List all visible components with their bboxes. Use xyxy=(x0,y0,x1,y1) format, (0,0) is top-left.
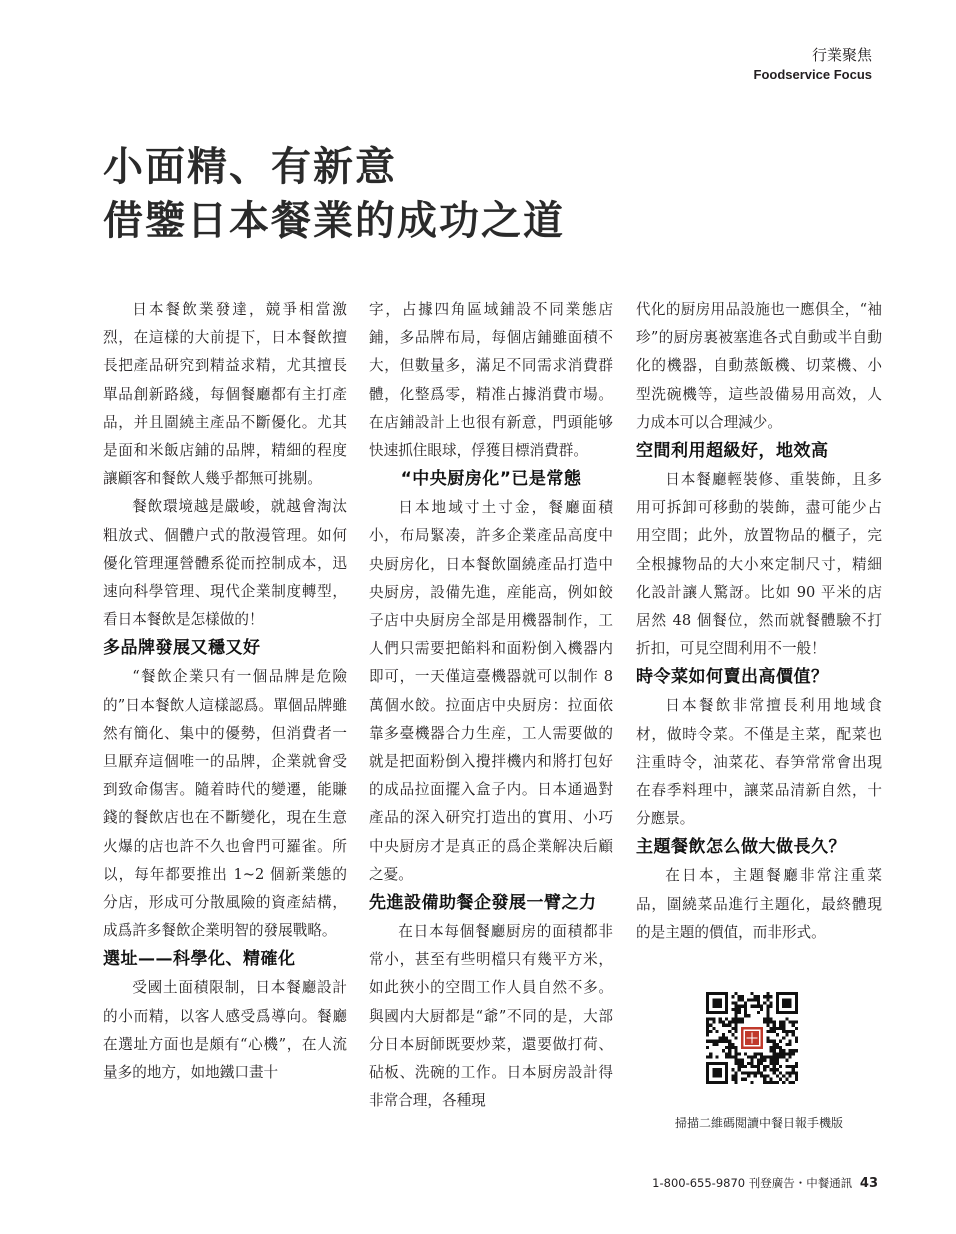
paragraph: 在日本，主題餐廳非常注重菜品，圍繞菜品進行主題化，最終體現的是主題的價值，而非形式。 xyxy=(636,867,882,941)
section-heading: 時令菜如何賣出高價值？ xyxy=(636,667,829,688)
footer-text: 刊登廣告・中餐通訊 xyxy=(748,1176,853,1190)
paragraph: “餐飲企業只有一個品牌是危險的”日本餐飲人這樣認爲。單個品牌雖然有簡化、集中的優勢，但消費者一旦厭弃這個唯一的品牌，企業就會受到致命傷害。隨着時代的變遷，能賺錢的餐飲店也在不斷變化，現在生意火爆的店也許不久也會門可羅雀。所以，每年都要推出 1~2 個新業態的分店，形成可分散風險的資產結構，成爲許多餐飲企業明智的發展戰略。 xyxy=(103,668,347,940)
paragraph: 字，占據四角區域鋪設不同業態店鋪，多品牌布局，每個店鋪雖面積不大，但數量多，滿足不同需求消費群體，化整爲零，精准占據消費市場。在店鋪設計上也很有新意，門頭能够快速抓住眼球，俘獲目標消費群。 xyxy=(369,301,613,460)
paragraph: 餐飲環境越是嚴峻，就越會淘汰粗放式、個體户式的散漫管理。如何優化管理運營體系從而控制成本，迅速向科學管理、現代企業制度轉型，看日本餐飲是怎樣做的！ xyxy=(103,498,347,629)
advertising-phone: 1-800-655-9870 xyxy=(652,1176,746,1190)
article-title xyxy=(103,140,863,248)
title-line-2: 借鑒日本餐業的成功之道 xyxy=(103,197,565,244)
column-2 xyxy=(369,296,613,1115)
column-1 xyxy=(103,296,347,1087)
title-line-1: 小面精、有新意 xyxy=(103,143,397,190)
qr-caption: 掃描二維碼閲讀中餐日報手機版 xyxy=(674,1116,843,1130)
section-heading: “中央厨房化”已是常態 xyxy=(400,469,582,490)
paragraph: 日本餐飲非常擅長利用地域食材，做時令菜。不僅是主菜，配菜也注重時令，油菜花、春笋常常會出現在春季料理中，讓菜品清新自然，十分應景。 xyxy=(636,697,882,828)
section-heading: 選址——科學化、精確化 xyxy=(103,949,296,970)
section-label-english: Foodservice Focus xyxy=(753,67,872,82)
paragraph: 日本餐廳輕裝修、重裝飾，且多用可拆卸可移動的裝飾，盡可能少占用空間；此外，放置物品的櫃子，完全根據物品的大小來定制尺寸，精細化設計讓人驚訝。比如 90 平米的店居然 48 個餐位，然而就餐體驗不打折扣，可見空間利用不一般！ xyxy=(636,471,882,658)
section-label: 行業聚焦 xyxy=(811,46,872,64)
paragraph: 日本地域寸土寸金，餐廳面積小，布局緊凑，許多企業產品高度中央厨房化，日本餐飲圍繞產品打造中央厨房，設備先進，産能高，例如餃子店中央厨房全部是用機器制作，工人們只需要把餡料和面粉倒入機器内即可，一天僅這臺機器就可以制作 8 萬個水餃。拉面店中央厨房：拉面依靠多臺機器合力生産，工人需要做的就是把面粉倒入攪拌機内和將打包好的成品拉面擺入盒子内。日本通過對產品的深入研究打造出的實用、小巧中央厨房才是真正的爲企業解决后顧之憂。 xyxy=(369,499,613,883)
paragraph: 日本餐飲業發達，競爭相當激烈，在這樣的大前提下，日本餐飲擅長把產品研究到精益求精，尤其擅長單品創新路綫，每個餐廳都有主打產品，并且圍繞主產品不斷優化。尤其是面和米飯店鋪的品牌，精細的程度讓顧客和餐飲人幾乎都無可挑剔。 xyxy=(103,301,347,488)
paragraph: 在日本每個餐廳厨房的面積都非常小，甚至有些明檔只有幾平方米，如此狹小的空間工作人員自然不多。與國内大厨都是“爺”不同的是，大部分日本厨師既要炒菜，還要做打荷、砧板、洗碗的工作。日本厨房設計得非常合理，各種現 xyxy=(369,923,613,1110)
section-heading: 空間利用超級好，地效高 xyxy=(636,441,829,462)
section-heading: 先進設備助餐企發展一臂之力 xyxy=(369,893,597,914)
page-footer xyxy=(652,1175,878,1191)
paragraph: 受國土面積限制，日本餐廳設計的小而精，以客人感受爲導向。餐廳在選址方面也是頗有“心機”，在人流量多的地方，如地鐵口畫十 xyxy=(103,979,347,1082)
section-heading: 多品牌發展又穩又好 xyxy=(103,638,261,659)
page-number: 43 xyxy=(859,1176,878,1191)
qr-code[interactable] xyxy=(706,992,798,1084)
section-heading: 主題餐飲怎么做大做長久？ xyxy=(636,837,846,858)
paragraph: 代化的厨房用品設施也一應俱全，“袖珍”的厨房裏被塞進各式自動或半自動化的機器，自動蒸飯機、切菜機、小型洗碗機等，這些設備易用高效，人力成本可以合理減少。 xyxy=(636,301,882,431)
column-3 xyxy=(636,296,882,947)
